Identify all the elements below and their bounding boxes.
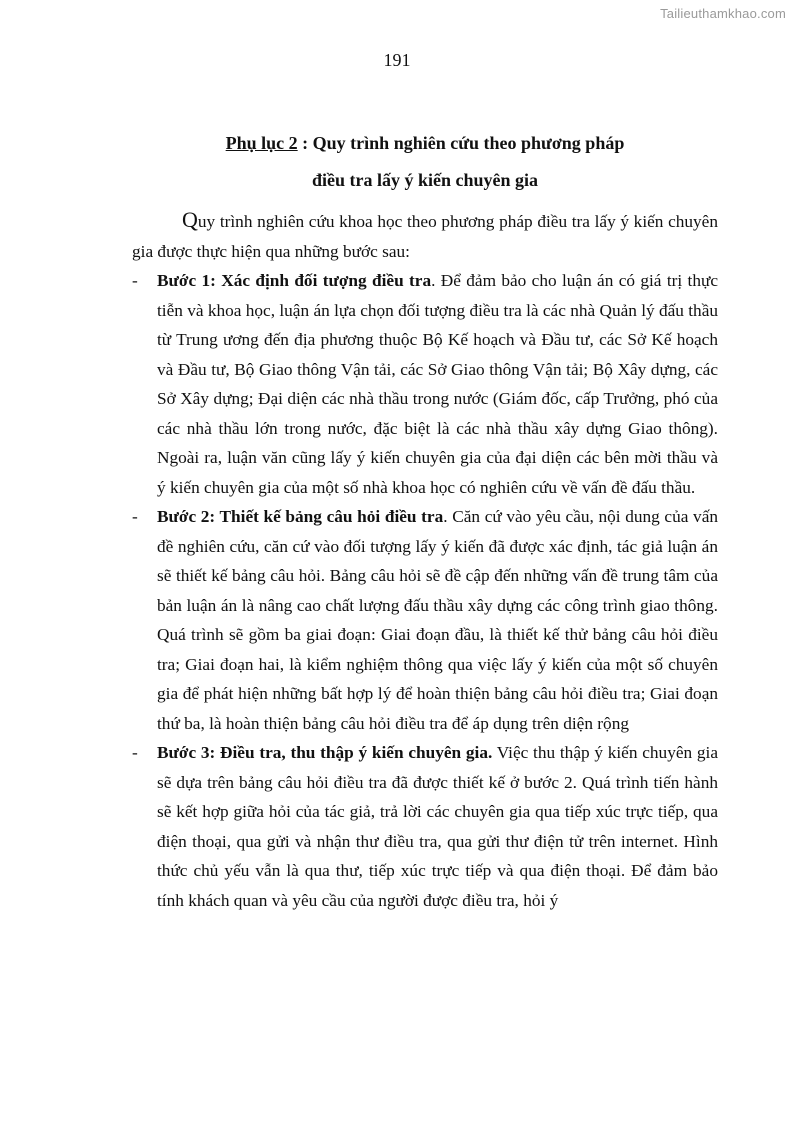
intro-paragraph (132, 205, 718, 266)
step-item-3 (132, 738, 718, 915)
step-item-1 (132, 266, 718, 502)
bullet-dash: - (132, 507, 138, 526)
page-number: 191 (383, 50, 411, 70)
step-text: . Căn cứ vào yêu cầu, nội dung của vấn đề nghiên cứu, căn cứ vào đối tượng lấy ý kiến đã được xác định, tác giả luận án sẽ thiết kế bảng câu hỏi. Bảng câu hỏi sẽ đề cập đến những vấn đề trung tâm của bản luận án là nâng cao chất lượng đấu thầu xây dựng các công trình giao thông. Quá trình sẽ gồm ba giai đoạn: Giai đoạn đầu, là thiết kế thử bảng câu hỏi điều tra; Giai đoạn hai, là kiểm nghiệm thông qua việc lấy ý kiến của một số chuyên gia để phát hiện những bất hợp lý để hoàn thiện bảng câu hỏi điều tra; Giai đoạn thứ ba, là hoàn thiện bảng câu hỏi điều tra để áp dụng trên diện rộng (157, 507, 719, 733)
title-text-line-1: Quy trình nghiên cứu theo phương pháp (312, 133, 625, 153)
step-text: Việc thu thập ý kiến chuyên gia sẽ dựa trên bảng câu hỏi điều tra đã được thiết kế ở bước 2. Quá trình tiến hành sẽ kết hợp giữa hỏi của tác giả, trả lời các chuyên gia qua tiếp xúc trực tiếp, qua điện thoại, qua gửi và nhận thư điều tra, qua gửi thư điện tử trên internet. Hình thức chủ yếu vẫn là qua thư, tiếp xúc trực tiếp và qua điện thoại. Để đảm bảo tính khách quan và yêu cầu của người được điều tra, hỏi ý (157, 743, 718, 910)
watermark-text: Tailieuthamkhao.com (660, 6, 786, 21)
document-body (132, 205, 718, 915)
bullet-dash: - (132, 743, 138, 762)
intro-text: uy trình nghiên cứu khoa học theo phương pháp điều tra lấy ý kiến chuyên gia được thực hiện qua những bước sau: (132, 212, 718, 261)
step-heading: Bước 1: Xác định đối tượng điều tra (157, 271, 432, 290)
step-item-2 (132, 502, 718, 738)
intro-first-letter: Q (182, 207, 198, 232)
bullet-dash: - (132, 271, 138, 290)
appendix-label: Phụ lục 2 (225, 133, 298, 153)
appendix-title-line-2: điều tra lấy ý kiến chuyên gia (311, 170, 539, 190)
step-heading: Bước 3: Điều tra, thu thập ý kiến chuyên gia. (157, 743, 493, 762)
step-text: . Để đảm bảo cho luận án có giá trị thực tiễn và khoa học, luận án lựa chọn đối tượng điều tra là các nhà Quản lý đấu thầu từ Trung ương đến địa phương thuộc Bộ Kế hoạch và Đầu tư, các Sở Kế hoạch và Đầu tư, Bộ Giao thông Vận tải, các Sở Giao thông Vận tải; Bộ Xây dựng, các Sở Xây dựng; Đại diện các nhà thầu trong nước (Giám đốc, cấp Trưởng, phó của các nhà thầu lớn trong nước, đặc biệt là các nhà thầu xây dựng Giao thông). Ngoài ra, luận văn cũng lấy ý kiến chuyên gia của đại diện các bên mời thầu và ý kiến chuyên gia của một số nhà khoa học có nghiên cứu về vấn đề đấu thầu. (157, 271, 719, 497)
step-heading: Bước 2: Thiết kế bảng câu hỏi điều tra (157, 507, 444, 526)
title-separator: : (297, 133, 313, 153)
appendix-title-line-1 (0, 133, 794, 154)
steps-list (132, 266, 718, 915)
